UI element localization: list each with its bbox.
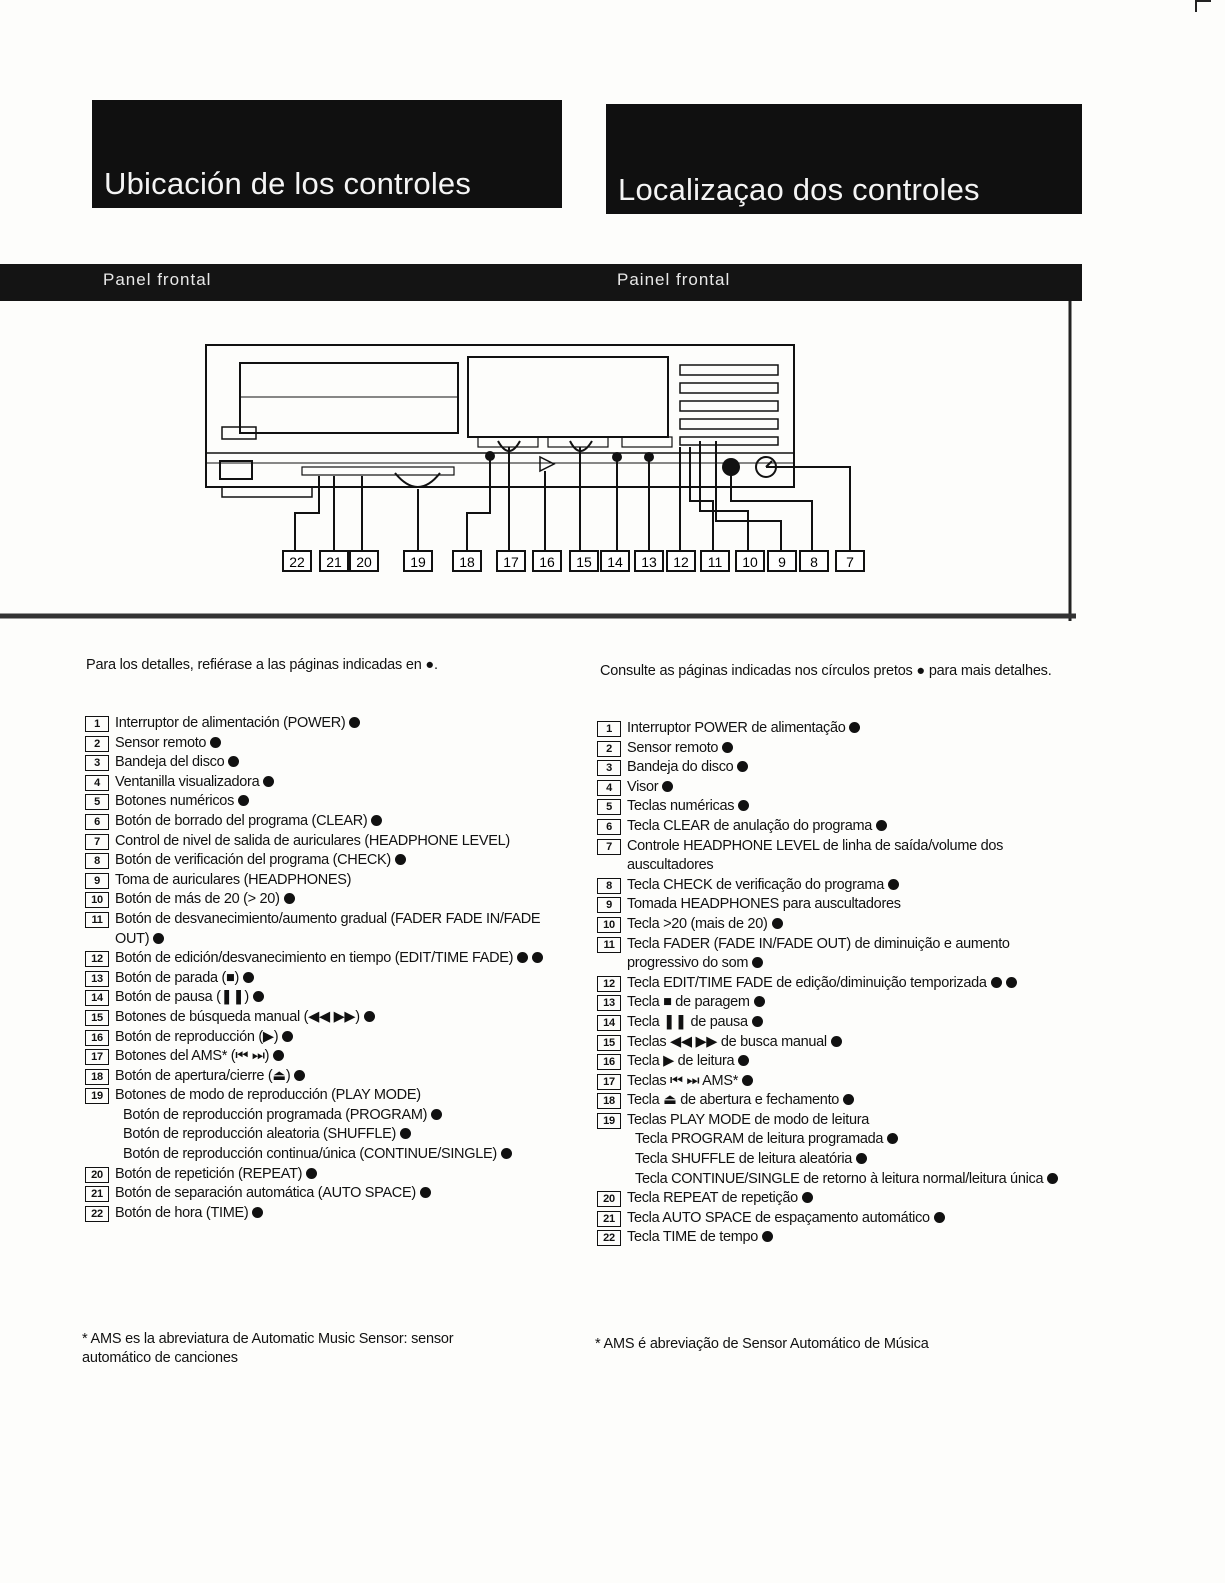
list-item: 18 Tecla ⏏ de abertura e fechamento <box>597 1091 1072 1111</box>
list-item: 14 Tecla ❚❚ de pausa <box>597 1013 1072 1033</box>
callout-17 <box>497 551 525 571</box>
callout-16 <box>533 551 561 571</box>
sub-item: Tecla SHUFFLE de leitura aleatória <box>627 1150 1072 1170</box>
callout-21 <box>320 551 348 571</box>
title-box-pt <box>606 104 1082 214</box>
page-ref-dot-icon <box>306 1168 317 1179</box>
sub-item: Tecla CONTINUE/SINGLE de retorno à leitura normal/leitura única <box>627 1170 1072 1190</box>
callout-12 <box>667 551 695 571</box>
page-ref-dot-icon <box>737 761 748 772</box>
page-ref-dot-icon <box>364 1011 375 1022</box>
page-ref-dot-icon <box>752 957 763 968</box>
cd-player-body <box>206 345 794 497</box>
list-item: 19 Botones de modo de reproducción (PLAY MODE) Botón de reproducción programada (PROGRAM) Botón de reproducción aleatoria (SHUFFLE) Botón de reproducción continua/única (CONTINUE/SINGLE) <box>85 1086 555 1164</box>
callout-20 <box>350 551 378 571</box>
sub-item: Botón de reproducción continua/única (CONTINUE/SINGLE) <box>115 1145 555 1165</box>
list-item: 4 Visor <box>597 778 1072 798</box>
page-ref-dot-icon <box>400 1128 411 1139</box>
reference-note-es: Para los detalles, refiérase a las páginas indicadas en ●. <box>86 657 438 673</box>
list-item: 10 Botón de más de 20 (> 20) <box>85 890 555 910</box>
list-item: 6 Tecla CLEAR de anulação do programa <box>597 817 1072 837</box>
list-item: 8 Botón de verificación del programa (CHECK) <box>85 851 555 871</box>
sub-item: Tecla PROGRAM de leitura programada <box>627 1130 1072 1150</box>
list-item: 16 Botón de reproducción (▶) <box>85 1028 555 1048</box>
page-ref-dot-icon <box>888 879 899 890</box>
list-item: 19 Teclas PLAY MODE de modo de leitura Tecla PROGRAM de leitura programada Tecla SHUFFLE de leitura aleatória Tecla CONTINUE/SINGLE de retorno à leitura normal/leitura única <box>597 1111 1072 1189</box>
svg-text:10: 10 <box>742 554 758 570</box>
page-ref-dot-icon <box>431 1109 442 1120</box>
list-item: 15 Teclas ◀◀ ▶▶ de busca manual <box>597 1033 1072 1053</box>
page-ref-dot-icon <box>252 1207 263 1218</box>
controls-list-es <box>85 714 555 1223</box>
list-item: 22 Tecla TIME de tempo <box>597 1228 1072 1248</box>
page-ref-dot-icon <box>722 742 733 753</box>
page-ref-dot-icon <box>754 996 765 1007</box>
page-ref-dot-icon <box>742 1075 753 1086</box>
list-item: 11 Botón de desvanecimiento/aumento gradual (FADER FADE IN/FADE OUT) <box>85 910 555 949</box>
callout-9 <box>768 551 796 571</box>
list-item: 10 Tecla >20 (mais de 20) <box>597 915 1072 935</box>
page-ref-dot-icon <box>395 854 406 865</box>
list-item: 1 Interruptor POWER de alimentação <box>597 719 1072 739</box>
svg-text:21: 21 <box>326 554 342 570</box>
page-ref-dot-icon <box>243 972 254 983</box>
list-item: 17 Teclas ⏮ ⏭ AMS* <box>597 1072 1072 1092</box>
page-ref-dot-icon <box>662 781 673 792</box>
panel-label-pt: Painel frontal <box>617 270 731 289</box>
list-item: 15 Botones de búsqueda manual (◀◀ ▶▶) <box>85 1008 555 1028</box>
callout-15 <box>570 551 598 571</box>
list-item: 14 Botón de pausa (❚❚) <box>85 988 555 1008</box>
title-box-es <box>92 100 562 208</box>
list-item: 7 Controle HEADPHONE LEVEL de linha de saída/volume dos auscultadores <box>597 837 1072 876</box>
list-item: 9 Tomada HEADPHONES para auscultadores <box>597 895 1072 915</box>
page-ref-dot-icon <box>517 952 528 963</box>
list-item: 2 Sensor remoto <box>597 739 1072 759</box>
svg-text:9: 9 <box>778 554 786 570</box>
disc-tray <box>240 363 458 433</box>
display-window <box>468 357 668 437</box>
page-ref-dot-icon <box>371 815 382 826</box>
svg-text:17: 17 <box>503 554 519 570</box>
svg-text:16: 16 <box>539 554 555 570</box>
svg-text:11: 11 <box>707 554 723 570</box>
svg-text:20: 20 <box>356 554 372 570</box>
callout-22 <box>283 551 311 571</box>
list-item: 12 Botón de edición/desvanecimiento en tiempo (EDIT/TIME FADE) <box>85 949 555 969</box>
page-ref-dot-icon <box>752 1016 763 1027</box>
footnote-pt: * AMS é abreviação de Sensor Automático de Música <box>595 1336 929 1352</box>
corner-crop-mark <box>1195 0 1211 12</box>
list-item: 11 Tecla FADER (FADE IN/FADE OUT) de diminuição e aumento progressivo do som <box>597 935 1072 974</box>
numeric-keys <box>680 365 778 445</box>
page-ref-dot-icon <box>284 893 295 904</box>
list-item: 22 Botón de hora (TIME) <box>85 1204 555 1224</box>
list-item: 3 Bandeja do disco <box>597 758 1072 778</box>
sub-item: Botón de reproducción programada (PROGRAM) <box>115 1106 555 1126</box>
svg-text:7: 7 <box>846 554 854 570</box>
list-item: 12 Tecla EDIT/TIME FADE de edição/diminuição temporizada <box>597 974 1072 994</box>
svg-text:13: 13 <box>641 554 657 570</box>
page-ref-dot-icon <box>991 977 1002 988</box>
page-ref-dot-icon <box>210 737 221 748</box>
page-ref-dot-icon <box>887 1133 898 1144</box>
list-item: 7 Control de nivel de salida de auriculares (HEADPHONE LEVEL) <box>85 832 555 852</box>
list-item: 20 Botón de repetición (REPEAT) <box>85 1165 555 1185</box>
list-item: 18 Botón de apertura/cierre (⏏) <box>85 1067 555 1087</box>
svg-text:18: 18 <box>459 554 475 570</box>
callout-14 <box>601 551 629 571</box>
list-item: 2 Sensor remoto <box>85 734 555 754</box>
power-switch <box>220 461 252 479</box>
list-item: 21 Botón de separación automática (AUTO SPACE) <box>85 1184 555 1204</box>
list-item: 3 Bandeja del disco <box>85 753 555 773</box>
panel-band <box>0 264 1082 301</box>
list-item: 21 Tecla AUTO SPACE de espaçamento automático <box>597 1209 1072 1229</box>
list-item: 1 Interruptor de alimentación (POWER) <box>85 714 555 734</box>
page-ref-dot-icon <box>802 1192 813 1203</box>
reference-note-pt: Consulte as páginas indicadas nos círculos pretos ● para mais detalhes. <box>600 663 1052 679</box>
page-ref-dot-icon <box>238 795 249 806</box>
list-item: 13 Botón de parada (■) <box>85 969 555 989</box>
callout-8 <box>800 551 828 571</box>
page-ref-dot-icon <box>876 820 887 831</box>
callout-10 <box>736 551 764 571</box>
page-ref-dot-icon <box>282 1031 293 1042</box>
callout-boxes <box>283 551 864 571</box>
list-item: 20 Tecla REPEAT de repetição <box>597 1189 1072 1209</box>
svg-text:15: 15 <box>576 554 592 570</box>
page-ref-dot-icon <box>294 1070 305 1081</box>
list-item: 13 Tecla ■ de paragem <box>597 993 1072 1013</box>
panel-label-es: Panel frontal <box>103 270 212 289</box>
page-title-pt: Localizaçao dos controles <box>618 172 980 207</box>
page-ref-dot-icon <box>228 756 239 767</box>
page-ref-dot-icon <box>1006 977 1017 988</box>
list-item: 16 Tecla ▶ de leitura <box>597 1052 1072 1072</box>
page-ref-dot-icon <box>738 1055 749 1066</box>
list-item: 4 Ventanilla visualizadora <box>85 773 555 793</box>
svg-text:22: 22 <box>289 554 305 570</box>
page-ref-dot-icon <box>1047 1173 1058 1184</box>
svg-text:12: 12 <box>673 554 689 570</box>
svg-text:8: 8 <box>810 554 818 570</box>
front-panel-figure <box>0 301 1076 631</box>
page-ref-dot-icon <box>738 800 749 811</box>
list-item: 5 Botones numéricos <box>85 792 555 812</box>
callout-13 <box>635 551 663 571</box>
page-ref-dot-icon <box>263 776 274 787</box>
footnote-es: * AMS es la abreviatura de Automatic Music Sensor: sensor automático de canciones <box>82 1331 454 1366</box>
page-ref-dot-icon <box>762 1231 773 1242</box>
page-ref-dot-icon <box>849 722 860 733</box>
page-title-es: Ubicación de los controles <box>104 166 472 201</box>
cd-player-diagram <box>0 301 1076 631</box>
list-item: 17 Botones del AMS* (⏮ ⏭) <box>85 1047 555 1067</box>
page-ref-dot-icon <box>856 1153 867 1164</box>
callout-11 <box>701 551 729 571</box>
page-ref-dot-icon <box>153 933 164 944</box>
page-ref-dot-icon <box>843 1094 854 1105</box>
list-item: 8 Tecla CHECK de verificação do programa <box>597 876 1072 896</box>
callout-18 <box>453 551 481 571</box>
list-item: 9 Toma de auriculares (HEADPHONES) <box>85 871 555 891</box>
page-ref-dot-icon <box>420 1187 431 1198</box>
callout-7 <box>836 551 864 571</box>
page-ref-dot-icon <box>934 1212 945 1223</box>
callout-19 <box>404 551 432 571</box>
svg-text:14: 14 <box>607 554 623 570</box>
controls-list-pt <box>597 719 1072 1248</box>
page-ref-dot-icon <box>831 1036 842 1047</box>
page-ref-dot-icon <box>532 952 543 963</box>
list-item: 5 Teclas numéricas <box>597 797 1072 817</box>
page-ref-dot-icon <box>273 1050 284 1061</box>
page-ref-dot-icon <box>501 1148 512 1159</box>
sub-item: Botón de reproducción aleatoria (SHUFFLE) <box>115 1125 555 1145</box>
page-ref-dot-icon <box>253 991 264 1002</box>
page-ref-dot-icon <box>772 918 783 929</box>
svg-text:19: 19 <box>410 554 426 570</box>
list-item: 6 Botón de borrado del programa (CLEAR) <box>85 812 555 832</box>
page-ref-dot-icon <box>349 717 360 728</box>
